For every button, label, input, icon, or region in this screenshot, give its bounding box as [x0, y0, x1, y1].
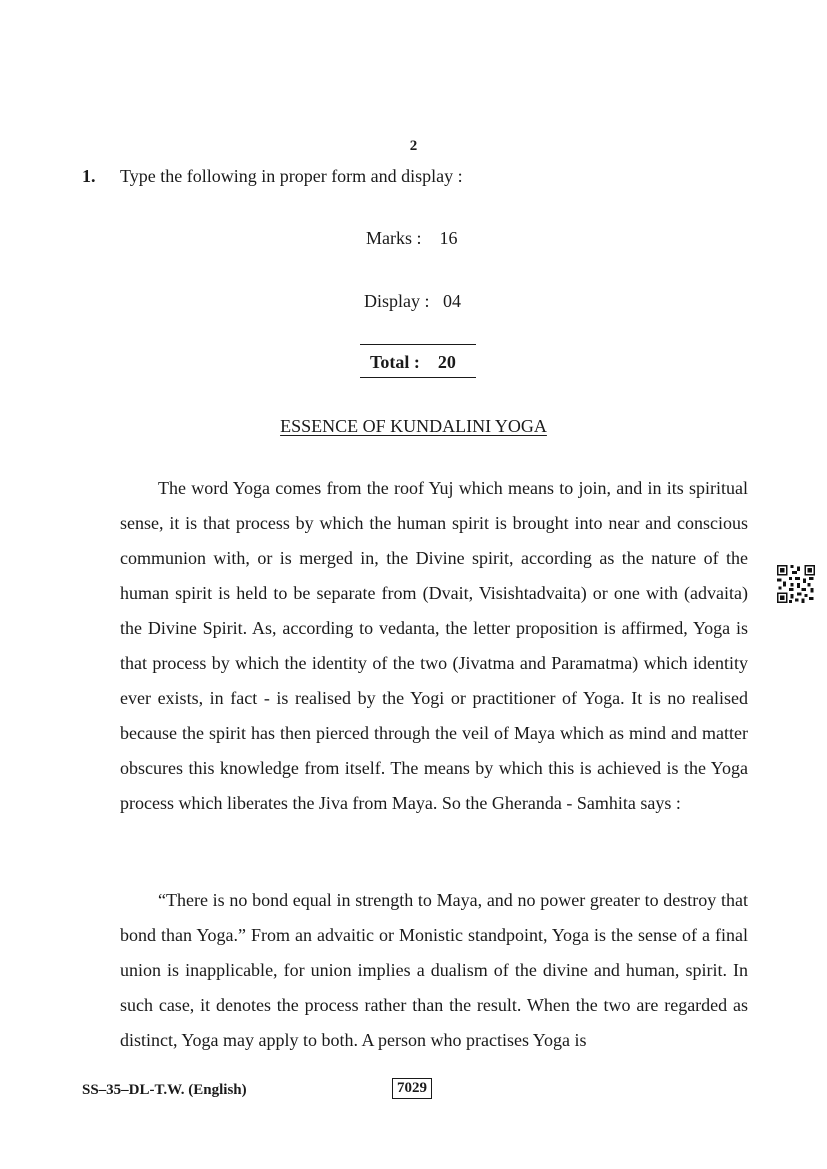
- essay-title: ESSENCE OF KUNDALINI YOGA: [280, 416, 547, 436]
- essay-paragraph-2: “There is no bond equal in strength to Maya, and no power greater to destroy that bond than Yoga.” From an advaitic or Monistic standpoint, Yoga is the sense of a final union is inapplicable, for union implies a dualism of the divine and human, spirit. In such case, it denotes the process rather than the result. When the two are regarded as distinct, Yoga may apply to both. A person who practises Yoga is: [120, 890, 748, 1050]
- qr-code-icon: [777, 565, 815, 603]
- footer-code: SS–35–DL-T.W. (English): [82, 1082, 247, 1098]
- footer-paper-number: 7029: [392, 1078, 432, 1099]
- total-rule-top: [360, 344, 476, 345]
- question-number: 1.: [82, 166, 96, 186]
- page-number: 2: [409, 138, 418, 154]
- essay-paragraph-1: The word Yoga comes from the roof Yuj which means to join, and in its spiritual sense, it is that process by which the human spirit is brought into near and conscious communion with, or is merged in, the Divine spirit, according as the nature of the human spirit is held to be separate from (Dvait, Visishtadvaita) or one with (advaita) the Divine Spirit. As, according to vedanta, the letter proposition is affirmed, Yoga is that process by which the identity of the two (Jivatma and Paramatma) which identity ever exists, in fact - is realised by the Yogi or practitioner of Yoga. It is no realised because the spirit has then pierced through the veil of Maya which as mind and matter obscures this knowledge from itself. The means by which this is achieved is the Yoga process which liberates the Jiva from Maya. So the Gheranda - Samhita says :: [120, 478, 748, 813]
- question-instruction: Type the following in proper form and display :: [120, 166, 463, 186]
- marks-line: Marks : 16: [366, 228, 458, 248]
- display-line: Display : 04: [364, 291, 461, 311]
- total-rule-bottom: [360, 377, 476, 378]
- total-line: Total : 20: [370, 352, 456, 372]
